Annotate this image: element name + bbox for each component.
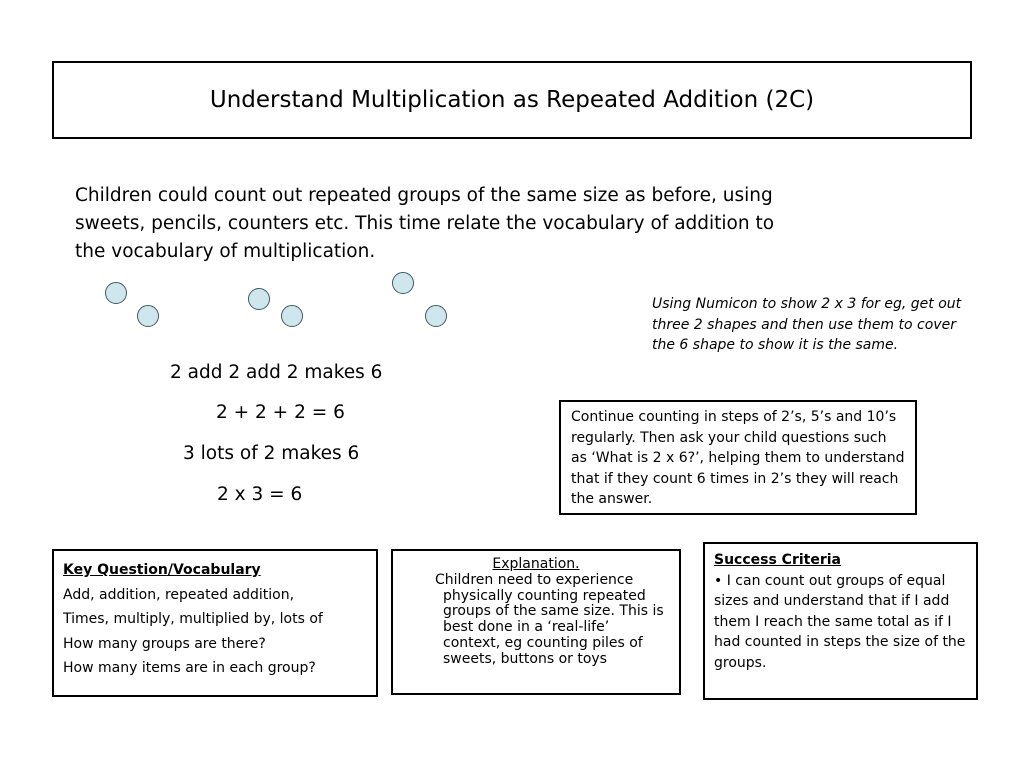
sentence-multiplication: 2 x 3 = 6 [217,484,303,505]
title-box [52,61,972,139]
explanation-box [391,549,681,695]
success-criteria-body: • I can count out groups of equal sizes and understand that if I add them I reach the same total as if I had counted in steps the size of the groups. [714,572,966,671]
vocab-line: Times, multiply, multiplied by, lots of [63,611,323,627]
intro-paragraph: Children could count out repeated groups of the same size as before, using sweets, pencils, counters etc. This time relate the vocabulary of addition to the vocabulary of multiplication. [75,185,775,262]
steps-note: Continue counting in steps of 2’s, 5’s and 10’s regularly. Then ask your child questions such as ‘What is 2 x 6?’, helping them to understand that if they count 6 times in 2’s they will reach the answer. [571,409,905,507]
counter-icon [392,272,414,294]
sentence-lots: 3 lots of 2 makes 6 [183,443,360,464]
numicon-note: Using Numicon to show 2 x 3 for eg, get out three 2 shapes and then use them to cover the 6 shape to show it is the same. [652,296,962,353]
counter-icon [248,288,270,310]
sentence-addition: 2 + 2 + 2 = 6 [216,402,345,423]
steps-note-box [559,400,917,515]
counter-icon [281,305,303,327]
success-criteria-heading: Success Criteria [714,552,841,568]
sentence-words: 2 add 2 add 2 makes 6 [170,362,383,383]
key-vocabulary-box [52,549,378,697]
counter-icon [105,282,127,304]
explanation-heading: Explanation. [492,556,580,572]
explanation-body: Children need to experience physically counting repeated groups of the same size. This is best done in a ‘real-life’ context, eg counting piles of sweets, buttons or toys [435,572,664,667]
counter-icon [137,305,159,327]
vocab-line: How many items are in each group? [63,660,316,676]
success-criteria-box [703,542,978,700]
vocab-line: Add, addition, repeated addition, [63,586,295,603]
counter-icon [425,305,447,327]
page-title: Understand Multiplication as Repeated Addition (2C) [209,87,815,113]
vocab-line: How many groups are there? [63,635,266,652]
key-vocabulary-heading: Key Question/Vocabulary [63,562,261,578]
